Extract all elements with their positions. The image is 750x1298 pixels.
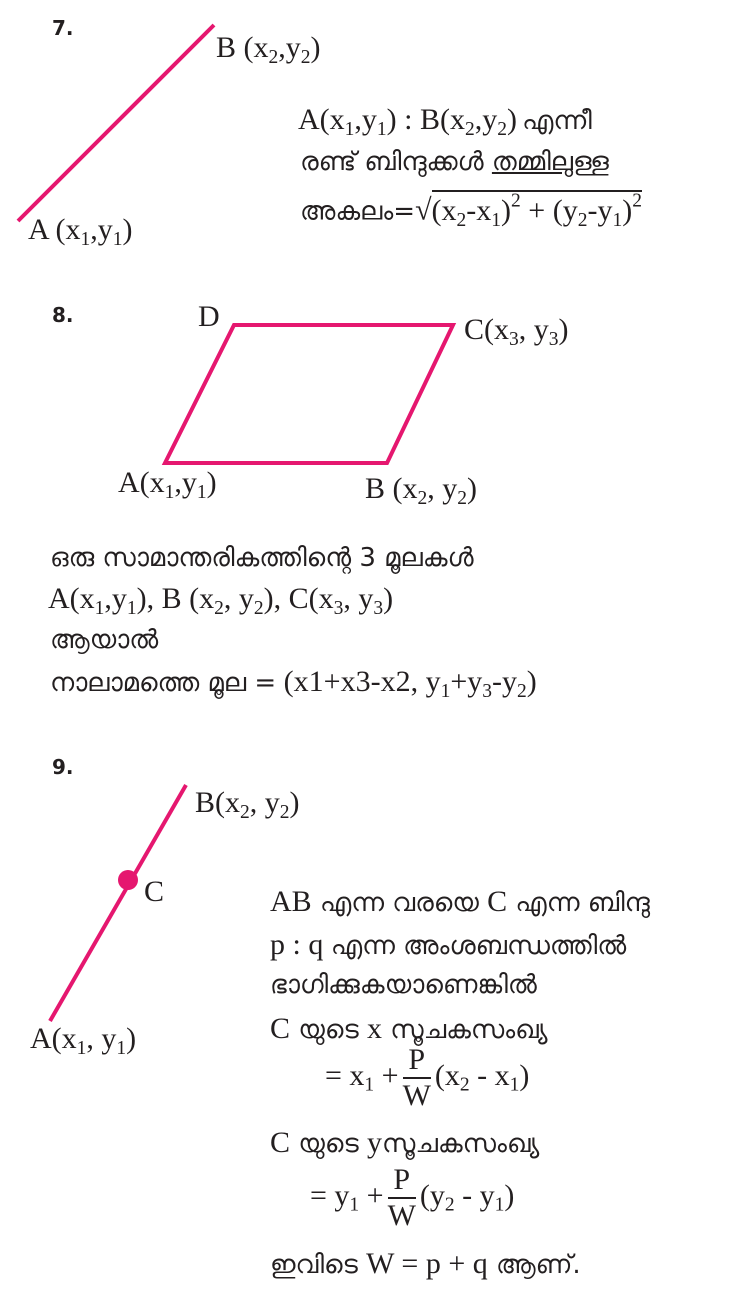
section-text-line-1: AB എന്ന വരയെ C എന്ന ബിന്ദു: [270, 885, 650, 918]
label-point-a: $A(x_1$, $y_1$): [30, 1022, 137, 1059]
parallelogram-vertices: $A(x_1,y_1)$, B ($x_2$, $y_2$), $C(x_3$, $y_3$): [48, 582, 394, 619]
segment-ab-7: [18, 25, 214, 221]
parallelogram-text-1: ഒരു സാമാന്തരികത്തിന്റെ 3 മൂലകൾ: [50, 543, 474, 573]
w-definition: ഇവിടെ W = p + q ആണ്.: [270, 1247, 581, 1280]
section-text-line-2: p : q എന്ന അംശബന്ധത്തിൽ: [270, 928, 627, 961]
item-number-9: 9.: [52, 755, 74, 779]
item-number-7: 7.: [52, 16, 74, 40]
y-coordinate-formula: = $y_1$ + $\frac{P}{W}$ $(y_2 - y_1)$: [310, 1163, 515, 1232]
label-point-a: A $(x_1,y_1)$: [28, 213, 133, 250]
distance-formula: $അകലം=√(x_2-x_1)^2 + (y_2-y_1)^2$: [300, 190, 642, 231]
segment-ab-9: [50, 785, 186, 1021]
label-point-b: B $(x_2,y_2)$: [216, 31, 321, 68]
item-number-8: 8.: [52, 303, 74, 327]
fourth-vertex-formula: നാലാമത്തെ മൂല = (x1+x3-x2, $y_1+y_3-y_2$): [50, 665, 537, 702]
label-point-c: $C(x_3$, $y_3$): [464, 313, 569, 350]
section-text-line-3: ഭാഗിക്കുകയാണെങ്കിൽ: [270, 970, 537, 1000]
parallelogram: [165, 325, 453, 463]
distance-line-2: രണ്ട് ബിന്ദുക്കൾ തമ്മിലുള്ള: [300, 147, 609, 177]
parallelogram-text-2: ആയാൽ: [50, 625, 159, 655]
label-point-a: $A(x_1,y_1)$: [118, 466, 217, 503]
label-point-b: $B(x_2$, $y_2$): [195, 786, 300, 823]
label-point-c: C: [144, 875, 165, 908]
label-point-d: D: [198, 300, 220, 333]
distance-line-1: $A(x_1,y_1)$ : $B(x_2,y_2)$ എന്നീ: [298, 103, 592, 140]
point-c-dot: [118, 870, 138, 890]
label-point-b: B ($x_2$, $y_2$): [365, 472, 477, 509]
x-coordinate-label: C യുടെ x സൂചകസംഖ്യ: [270, 1012, 548, 1045]
y-coordinate-label: C യുടെ yസൂചകസംഖ്യ: [270, 1126, 540, 1159]
x-coordinate-formula: = $x_1$ + $\frac{P}{W}$ $(x_2 - x_1)$: [325, 1043, 530, 1112]
